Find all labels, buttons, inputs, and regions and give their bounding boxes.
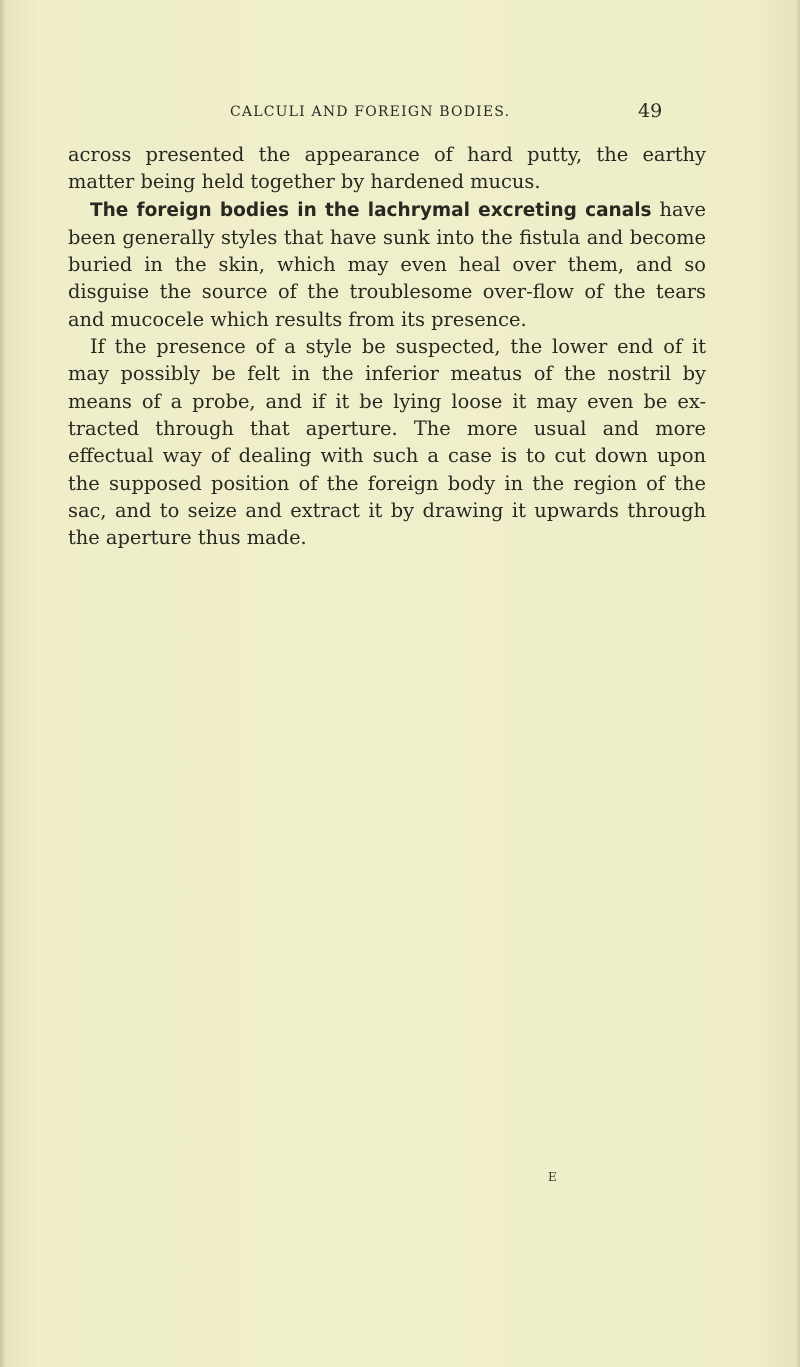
paragraph-text: have been generally styles that have sunk into the fistula and become buried in the skin, which may even heal over them, and so disguise the source of the troublesome over-flow of the tears and mucocele which results from its presence. <box>68 197 706 331</box>
paragraph-text: If the presence of a style be suspected, the lower end of it may possibly be felt in the inferior meatus of the nostril by means of a probe, and if it be lying loose it may even be ex-tracted through that aperture. The more usual and more effectual way of dealing with such a case is to cut down upon the supposed position of the foreign body in the region of the sac, and to seize and extract it by drawing it upwards through the aperture thus made. <box>68 335 706 550</box>
paragraph <box>68 333 706 551</box>
paragraph <box>68 196 706 333</box>
page-number: 49 <box>638 100 663 122</box>
page-right-shadow <box>796 0 800 1367</box>
body-text <box>68 141 706 551</box>
paragraph <box>68 141 706 196</box>
paragraph-lead-heading: The foreign bodies in the lachrymal excreting canals <box>90 199 652 221</box>
paragraph-text: across presented the appearance of hard putty, the earthy matter being held together by hardened mucus. <box>68 143 706 194</box>
signature-mark: E <box>548 1170 557 1184</box>
running-head: CALCULI AND FOREIGN BODIES. <box>230 104 511 120</box>
page-left-shadow <box>0 0 6 1367</box>
